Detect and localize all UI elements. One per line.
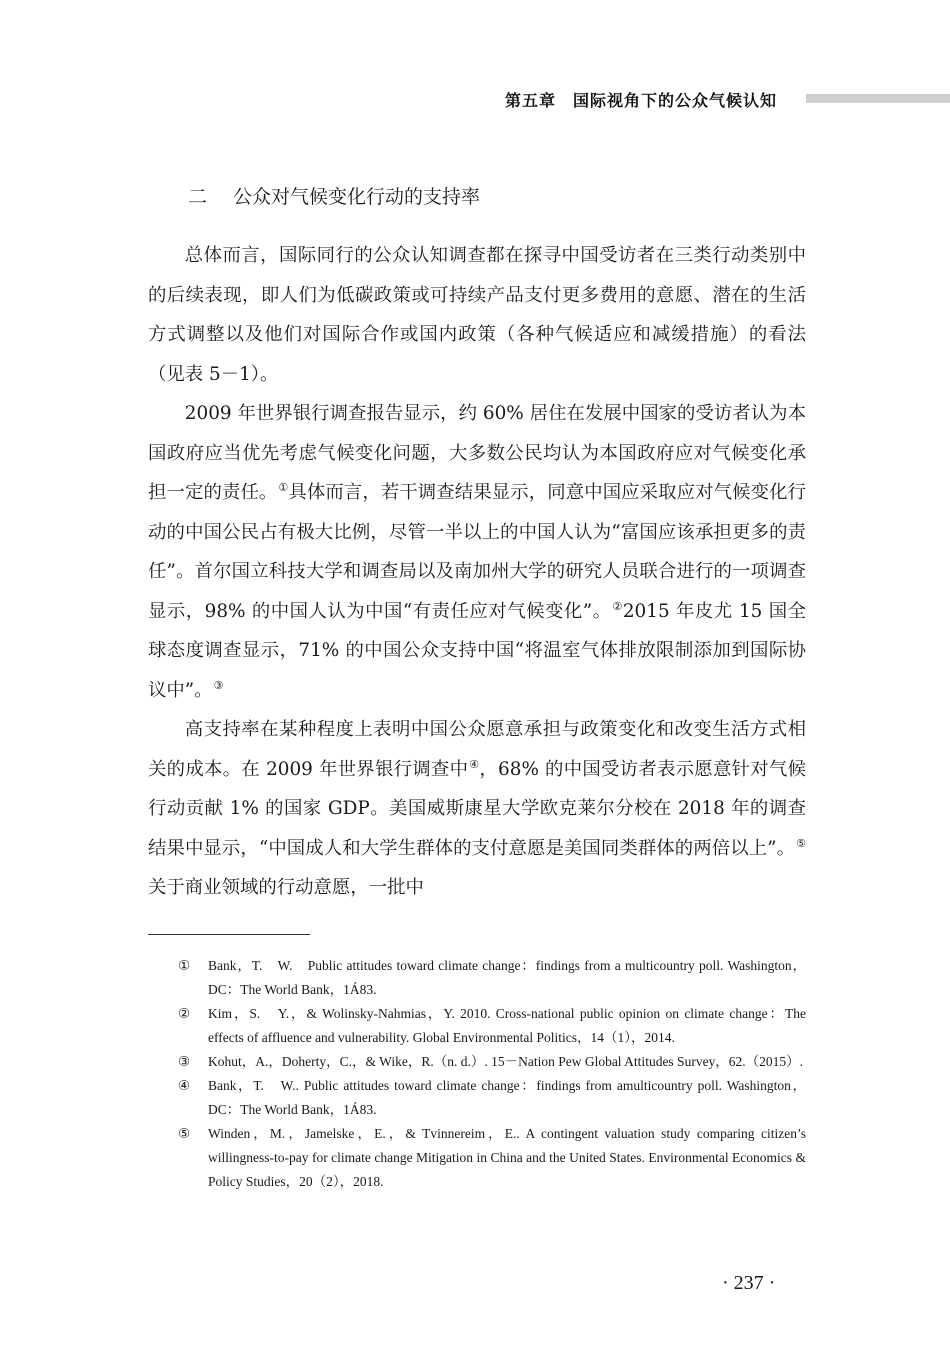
paragraph-text: 高支持率在某种程度上表明中国公众愿意承担与政策变化和改变生活方式相关的成本。在 2009 年世界银行调查中 — [148, 719, 806, 780]
section-number: 二 — [188, 186, 208, 208]
paragraph-3 — [148, 710, 806, 908]
footnotes — [178, 954, 806, 1194]
footnote-ref-2[interactable]: ② — [612, 599, 623, 613]
footnote-text: Kim，S. Y.，& Wolinsky-Nahmias，Y. 2010. Cross-national public opinion on climate change：The effects of affluence and vulnerability. Global Environmental Politics，14（1），2014. — [208, 1006, 806, 1045]
paragraph-text: ，68% 的中国受访者表示愿意针对气候行动贡献 1% 的国家 GDP。美国威斯康星大学欧克莱尔分校在 2018 年的调查结果中显示，“中国成人和大学生群体的支付意愿是美国同类群体的两倍以上”。 — [148, 758, 806, 859]
body-text — [148, 236, 806, 908]
paragraph-text: 2009 年世界银行调查报告显示，约 60% 居住在发展中国家的受访者认为本国政府应当优先考虑气候变化问题，大多数公民均认为本国政府应对气候变化承担一定的责任。 — [148, 403, 806, 503]
footnote-1 — [178, 954, 806, 1002]
footnote-ref-3[interactable]: ③ — [213, 678, 224, 692]
paragraph-text: 关于商业领域的行动意愿，一批中 — [148, 877, 424, 898]
footnote-3 — [178, 1050, 806, 1074]
footnote-mark: ② — [178, 1006, 191, 1021]
footnote-2 — [178, 1002, 806, 1050]
footnote-ref-5[interactable]: ⑤ — [796, 836, 806, 850]
footnote-text: Winden，M.，Jamelske，E.，& Tvinnereim，E.. A contingent valuation study comparing citizen’s willingness-to-pay for climate change Mitigation in China and the United States. Environmental Economics & Policy Studies，20（2），2018. — [208, 1126, 806, 1189]
footnote-mark: ① — [178, 958, 191, 973]
footnote-divider — [148, 934, 310, 935]
footnote-5 — [178, 1122, 806, 1194]
header-bar — [806, 94, 950, 103]
footnote-4 — [178, 1074, 806, 1122]
footnote-ref-1[interactable]: ① — [278, 481, 289, 494]
paragraph-text: 2015 年皮尤 15 国全球态度调查显示，71% 的中国公众支持中国“将温室气体排放限制添加到国际协议中”。 — [148, 600, 806, 701]
paragraph-text: 具体而言，若干调查结果显示，同意中国应采取应对气候变化行动的中国公民占有极大比例，尽管一半以上的中国人认为“富国应该承担更多的责任”。首尔国立科技大学和调查局以及南加州大学的研究人员联合进行的一项调查显示，98% 的中国人认为中国“有责任应对气候变化”。 — [148, 482, 806, 622]
paragraph-text: 总体而言，国际同行的公众认知调查都在探寻中国受访者在三类行动类别中的后续表现，即人们为低碳政策或可持续产品支付更多费用的意愿、潜在的生活方式调整以及他们对国际合作或国内政策（各种气候适应和减缓措施）的看法（见表 5－1）。 — [148, 245, 806, 385]
footnote-mark: ③ — [178, 1054, 191, 1069]
footnote-text: Bank，T. W.. Public attitudes toward climate change：findings from amulticountry poll. Washington，DC：The World Bank，1Á83. — [208, 1078, 806, 1117]
footnote-ref-4[interactable]: ④ — [469, 757, 480, 771]
footnote-text: Bank，T. W. Public attitudes toward climate change：findings from a multicountry poll. Washington，DC：The World Bank，1Á83. — [208, 958, 806, 997]
section-title: 公众对气候变化行动的支持率 — [233, 186, 481, 208]
chapter-title: 第五章 国际视角下的公众气候认知 — [505, 91, 778, 110]
footnote-mark: ⑤ — [178, 1126, 191, 1141]
running-header — [0, 88, 950, 112]
footnote-mark: ④ — [178, 1078, 191, 1093]
paragraph-2 — [148, 394, 806, 710]
paragraph-1 — [148, 236, 806, 394]
page-number: · 237 · — [722, 1272, 776, 1294]
footnote-text: Kohut，A.，Doherty，C.，& Wike，R.（n. d.）. 15－Nation Pew Global Attitudes Survey，62.（2015）. — [208, 1054, 804, 1069]
section-heading — [188, 182, 480, 209]
